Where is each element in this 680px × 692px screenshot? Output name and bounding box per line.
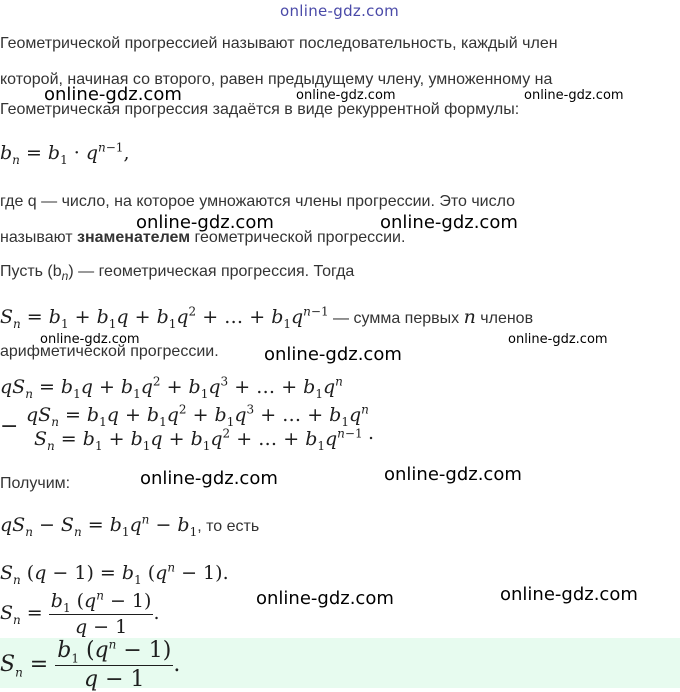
watermark: online-gdz.com (384, 464, 522, 485)
formula-sum: $S_n = b_1 + b_1q + b_1q^2$ + … + $b_1q^{n-1}$ — сумма первых n членов (0, 304, 534, 331)
watermark: online-gdz.com (508, 332, 608, 347)
paragraph-line: Получим: (0, 475, 71, 492)
minus-sign: − (0, 414, 19, 439)
formula-period: . (368, 422, 375, 444)
watermark: online-gdz.com (380, 212, 518, 233)
formula-fraction: $S_n$ = $\frac{b_1 (q^n - 1)}{q - 1}$ . (0, 588, 160, 638)
watermark: online-gdz.com (140, 468, 278, 489)
formula-sub-bottom: $S_n = b_1 + b_1q + b_1q^2$ + … + $b_1q^{n-1}$ (34, 426, 363, 453)
watermark: online-gdz.com (524, 88, 624, 103)
watermark: online-gdz.com (264, 344, 402, 365)
paragraph-line: арифметической прогрессии. (0, 343, 219, 360)
formula-difference: $qS_n - S_n = b_1q^n - b_1$, то есть (0, 512, 260, 539)
formula-sub-top: $qS_n = b_1q + b_1q^2 + b_1q^3$ + … + $b_1q^n$ (26, 402, 369, 429)
paragraph-line: Геометрическая прогрессия задаётся в виде рекуррентной формулы: (0, 101, 520, 118)
paragraph-line: которой, начиная со второго, равен предыдущему члену, умноженному на (0, 71, 553, 88)
paragraph-line: Пусть $(b_n)$ — геометрическая прогрессия. Тогда (0, 263, 355, 284)
watermark: online-gdz.com (296, 88, 396, 103)
paragraph-line: где q — число, на которое умножаются члены прогрессии. Это число (0, 193, 516, 210)
watermark-top: online-gdz.com (280, 2, 400, 20)
formula-recurrence: $b_n = b_1 \cdot q^{n-1}$, (0, 140, 130, 167)
formula-qsn: $qS_n = b_1q + b_1q^2 + b_1q^3$ + … + $b_1q^n$ (0, 374, 343, 401)
watermark: online-gdz.com (256, 588, 394, 609)
formula-factored: $S_n$ $(q - 1) = b_1$ $(q^n - 1)$. (0, 560, 229, 587)
watermark: online-gdz.com (136, 212, 274, 233)
formula-result: $S_n$ = $\frac{b_1 (q^n - 1)}{q - 1}$ . (0, 637, 181, 692)
paragraph-line: называют знаменателем геометрической прогрессии. (0, 229, 406, 246)
watermark: online-gdz.com (40, 332, 140, 347)
watermark: online-gdz.com (44, 84, 182, 105)
paragraph-line: Геометрической прогрессией называют последовательность, каждый член (0, 35, 558, 52)
watermark: online-gdz.com (500, 584, 638, 605)
term-denominator: знаменателем (77, 229, 191, 246)
